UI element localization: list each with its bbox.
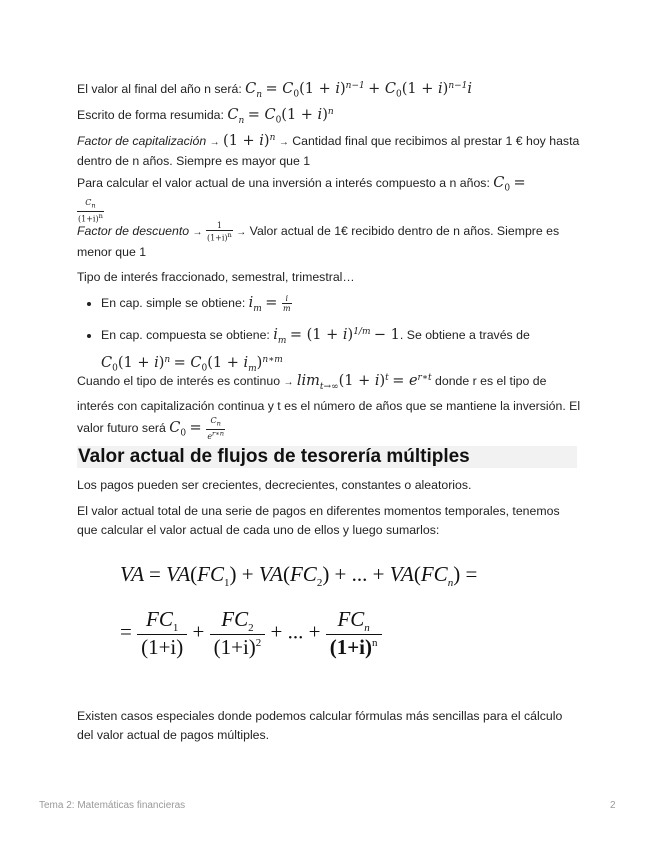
line-capitalization-factor: Factor de capitalización → $(1 + i)^n$ → Cantidad final que recibimos al prestar 1 € hoy hasta dentro de n años. Siempre es mayor que 1: [77, 133, 580, 169]
bullet-list: [77, 294, 581, 379]
line-present-value: Para calcular el valor actual de una inversión a interés compuesto a n años: $C_0$ = $\frac{C_n}{(1+i)^n}$: [77, 175, 526, 224]
footer-title: Tema 2: Matemáticas financieras: [39, 800, 186, 811]
page-number: 2: [610, 800, 616, 811]
line-fractional-rate: Tipo de interés fraccionado, semestral, trimestral…: [77, 270, 355, 284]
paragraph-special-cases: Existen casos especiales donde podemos calcular fórmulas más sencillas para el cálculo del valor actual de pagos múltiples.: [77, 709, 563, 742]
list-item: • En cap. compuesta se obtiene: $i_m = (1 + i)^{1/m} - 1$. Se obtiene a través de $C_0(1 + i)^n = C_0(1 + i_m)^{n∗m}$: [101, 323, 581, 379]
line-continuous-rate: Cuando el tipo de interés es continuo → $\lim_{t\to\infty}(1 + i)^t = e^{r∗t}$ donde r es el tipo de interés con capitalización continua y t es el número de años que se mantiene la inversión. El valor futuro será $C_0$ = $\frac{C_n}{e^{r∗n}}$: [77, 373, 581, 442]
line-discount-factor: Factor de descuento → $\frac{1}{(1+i)^n}$ → Valor actual de 1€ recibido dentro de n años. Siempre es menor que 1: [77, 221, 560, 259]
list-item: • En cap. simple se obtiene: $i_m$ = $\frac{i}{m}$: [101, 294, 581, 319]
paragraph-total-value: El valor actual total de una serie de pagos en diferentes momentos temporales, tenemos que calcular el valor actual de cada uno de ellos y luego sumarlos:: [77, 504, 560, 537]
paragraph-payments: Los pagos pueden ser crecientes, decrecientes, constantes o aleatorios.: [77, 478, 472, 492]
line-final-value: El valor al final del año n será: $C_n = C_0(1 + i)^{n-1} + C_0(1 + i)^{n-1}i$: [77, 81, 473, 100]
line-summary: Escrito de forma resumida: $C_n = C_0(1 + i)^n$: [77, 107, 334, 126]
section-heading: Valor actual de flujos de tesorería múltiples: [77, 446, 577, 468]
